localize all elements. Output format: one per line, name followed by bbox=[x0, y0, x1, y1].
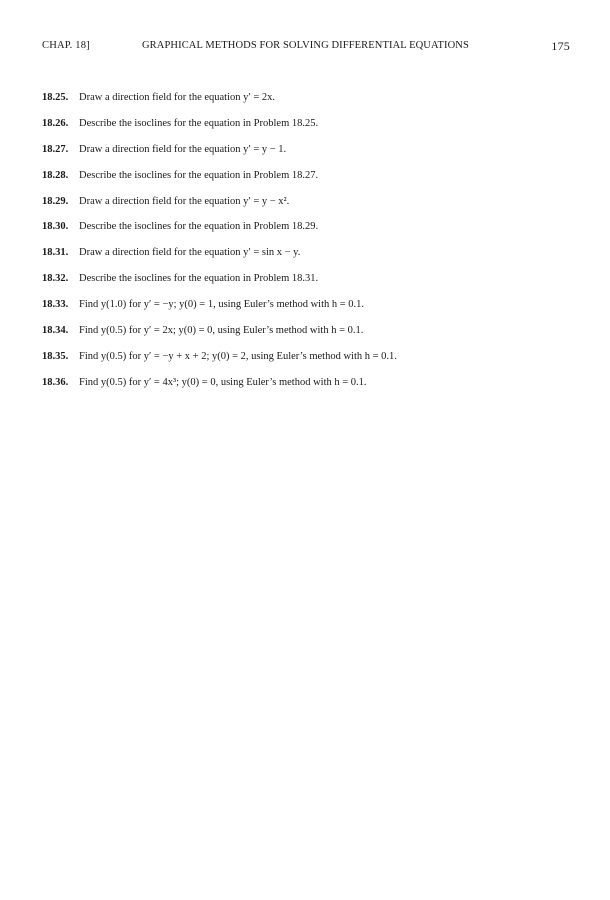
problem-text: Find y(0.5) for y′ = −y + x + 2; y(0) = 2, using Euler’s method with h = 0.1. bbox=[79, 350, 397, 362]
problem-text: Describe the isoclines for the equation in Problem 18.29. bbox=[79, 221, 319, 233]
problem-list bbox=[42, 92, 582, 403]
problem-text: Draw a direction field for the equation y′ = y − x². bbox=[79, 195, 290, 207]
problem-item bbox=[42, 299, 582, 325]
problem-item bbox=[42, 273, 582, 299]
problem-number: 18.30. bbox=[42, 221, 69, 233]
problem-item bbox=[42, 170, 582, 196]
problem-text: Draw a direction field for the equation y′ = sin x − y. bbox=[79, 247, 301, 259]
problem-item bbox=[42, 196, 582, 222]
problem-number: 18.27. bbox=[42, 143, 69, 155]
running-header bbox=[42, 40, 570, 56]
problem-item bbox=[42, 247, 582, 273]
problem-text: Find y(1.0) for y′ = −y; y(0) = 1, using Euler’s method with h = 0.1. bbox=[79, 299, 365, 311]
problem-number: 18.34. bbox=[42, 325, 69, 337]
chapter-label: CHAP. 18] bbox=[42, 40, 90, 51]
problem-item bbox=[42, 92, 582, 118]
problem-number: 18.31. bbox=[42, 247, 69, 259]
problem-item bbox=[42, 377, 582, 403]
problem-text: Describe the isoclines for the equation in Problem 18.27. bbox=[79, 169, 319, 181]
problem-number: 18.33. bbox=[42, 299, 69, 311]
problem-item bbox=[42, 144, 582, 170]
problem-text: Describe the isoclines for the equation in Problem 18.31. bbox=[79, 273, 319, 285]
problem-text: Find y(0.5) for y′ = 2x; y(0) = 0, using Euler’s method with h = 0.1. bbox=[79, 325, 364, 337]
problem-number: 18.35. bbox=[42, 350, 69, 362]
problem-item bbox=[42, 221, 582, 247]
problem-item bbox=[42, 351, 582, 377]
problem-item bbox=[42, 325, 582, 351]
problem-item bbox=[42, 118, 582, 144]
problem-text: Draw a direction field for the equation y′ = 2x. bbox=[79, 92, 275, 103]
problem-text: Draw a direction field for the equation y′ = y − 1. bbox=[79, 143, 287, 155]
problem-text: Describe the isoclines for the equation in Problem 18.25. bbox=[79, 117, 319, 129]
problem-number: 18.25. bbox=[42, 92, 69, 103]
page-number: 175 bbox=[551, 39, 570, 53]
problem-number: 18.26. bbox=[42, 117, 69, 129]
problem-number: 18.36. bbox=[42, 376, 69, 388]
problem-number: 18.32. bbox=[42, 273, 69, 285]
problem-number: 18.29. bbox=[42, 195, 69, 207]
problem-text: Find y(0.5) for y′ = 4x³; y(0) = 0, using Euler’s method with h = 0.1. bbox=[79, 376, 367, 388]
problem-number: 18.28. bbox=[42, 169, 69, 181]
chapter-title: GRAPHICAL METHODS FOR SOLVING DIFFERENTIAL EQUATIONS bbox=[142, 40, 469, 51]
